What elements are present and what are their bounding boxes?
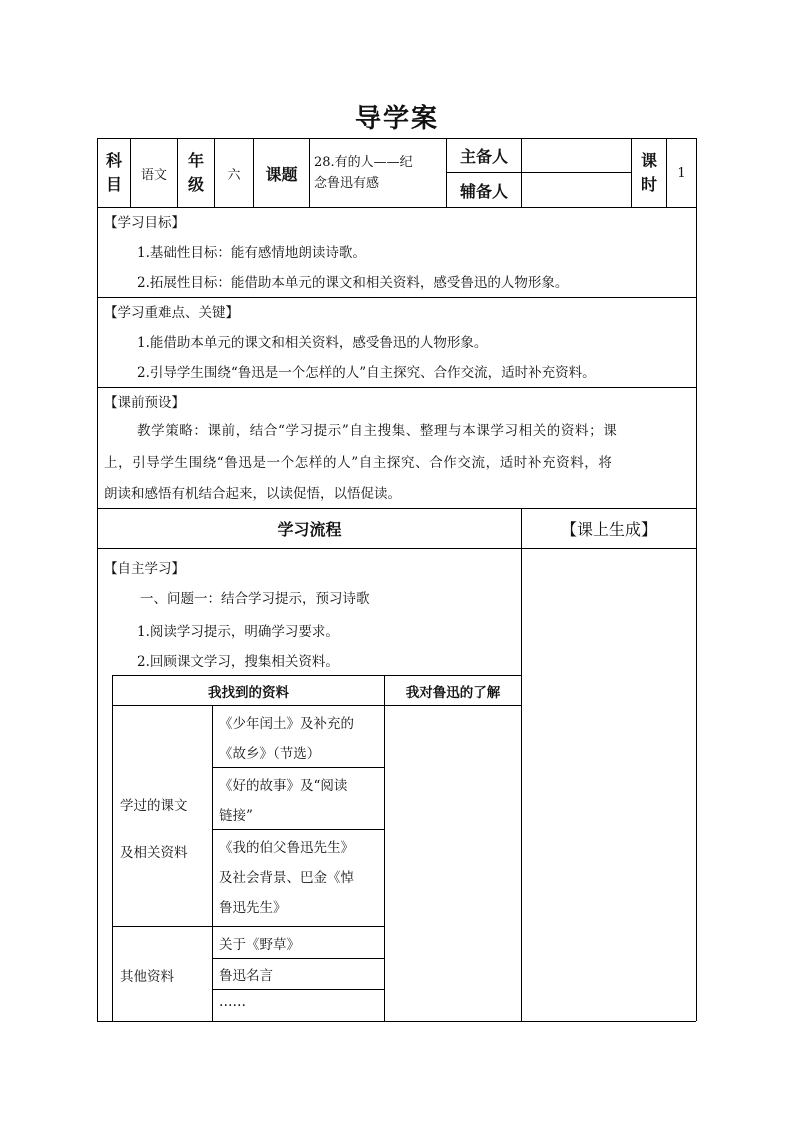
table-line (112, 675, 113, 1021)
frame-left (97, 138, 98, 1021)
subject-value-text: 语文 (140, 167, 167, 183)
topic-label-text: 课题 (265, 164, 298, 184)
topic-line: 念鲁迅有感 (314, 176, 380, 191)
resource-item (219, 709, 354, 769)
subject-label (98, 139, 130, 207)
self-study-step: 2.回顾课文学习，搜集相关资料。 (137, 654, 339, 670)
table-line (384, 675, 385, 1021)
frame-right (696, 138, 697, 1021)
frame-bottom (97, 1021, 696, 1022)
goal-item: 1.基础性目标：能有感情地朗读诗歌。 (137, 245, 366, 261)
topic-label (254, 139, 309, 207)
col-header-text: 我找到的资料 (208, 684, 289, 701)
resource-line: 《故乡》（节选） (219, 746, 321, 762)
assist-preparer-text: 辅备人 (459, 181, 508, 201)
keypoint-item: 1.能借助本单元的课文和相关资料，感受鲁迅的人物形象。 (137, 335, 488, 351)
group-label-line: 学过的课文 (120, 798, 188, 814)
resource-item (219, 771, 347, 831)
topic-value (314, 152, 446, 194)
period-label-char: 课 (640, 151, 657, 170)
self-study-question: 一、问题一：结合学习提示，预习诗歌 (140, 591, 370, 607)
col-header-text: 我对鲁迅的了解 (405, 684, 501, 701)
group-label-line: 其他资料 (120, 969, 174, 985)
period-label (632, 139, 666, 207)
resource-line: 《我的伯父鲁迅先生》 (219, 840, 354, 856)
period-label-char: 时 (640, 175, 657, 194)
self-study-step: 1.阅读学习提示，明确学习要求。 (137, 624, 339, 640)
table-line (112, 926, 384, 927)
header-row-bottom (97, 207, 696, 208)
subject-value (131, 139, 177, 207)
resource-line: 及社会背景、巴金《悼 (219, 870, 354, 886)
other-resource-item: …… (219, 994, 246, 1010)
preview-heading: 【课前预设】 (104, 395, 185, 411)
assist-preparer-label (447, 173, 521, 207)
col-header-resources (113, 676, 384, 705)
grade-label-char: 年 (187, 151, 204, 170)
process-heading-text: 学习流程 (277, 520, 342, 539)
subject-label-char: 科 (105, 151, 122, 170)
subject-label-char: 目 (105, 175, 122, 194)
group-label-other (120, 965, 174, 985)
resource-line: 《少年闰土》及补充的 (219, 716, 354, 732)
assist-preparer-value (522, 173, 631, 207)
period-value (667, 139, 696, 207)
group-label-learned (120, 783, 188, 877)
process-header-bottom (97, 548, 696, 549)
group-label-line: 及相关资料 (120, 845, 188, 861)
process-heading (98, 509, 521, 548)
other-resource-item: 关于《野草》 (219, 937, 300, 953)
keypoint-item: 2.引导学生围绕“鲁迅是一个怎样的人”自主探究、合作交流，适时补充资料。 (137, 365, 596, 381)
preview-line: 上，引导学生围绕“鲁迅是一个怎样的人”自主探究、合作交流，适时补充资料，将 (104, 455, 613, 471)
table-line (212, 989, 384, 990)
resource-item (219, 833, 354, 923)
preview-line: 朗读和感悟有机结合起来，以读促悟，以悟促读。 (104, 486, 401, 502)
keypoints-heading: 【学习重难点、关键】 (104, 305, 239, 321)
table-line (212, 958, 384, 959)
document-title: 导学案 (354, 104, 439, 134)
header-divider (309, 138, 310, 207)
main-preparer-value (522, 139, 631, 172)
resource-line: 《好的故事》及“阅读 (219, 778, 348, 794)
period-value-text: 1 (677, 165, 686, 181)
goal-item: 2.拓展性目标：能借助本单元的课文和相关资料，感受鲁迅的人物形象。 (137, 275, 569, 291)
col-header-understanding (385, 676, 521, 705)
preview-line: 教学策略：课前，结合“学习提示”自主搜集、整理与本课学习相关的资料；课 (137, 423, 618, 439)
main-preparer-text: 主备人 (459, 147, 508, 166)
keypoints-bottom (97, 387, 696, 388)
other-resource-item: 鲁迅名言 (219, 968, 273, 984)
main-preparer-label (447, 139, 521, 172)
goals-heading: 【学习目标】 (104, 215, 185, 231)
self-study-heading: 【自主学习】 (104, 561, 185, 577)
in-class-heading (522, 509, 696, 548)
grade-value (215, 139, 253, 207)
table-line (112, 705, 521, 706)
table-line (212, 705, 213, 1021)
grade-label (178, 139, 214, 207)
process-divider (521, 508, 522, 1021)
in-class-heading-text: 【课上生成】 (560, 520, 657, 539)
grade-value-text: 六 (227, 167, 241, 183)
goals-bottom (97, 297, 696, 298)
resource-line: 链接” (219, 808, 253, 824)
resource-line: 鲁迅先生》 (219, 900, 287, 916)
topic-line: 28.有的人——纪 (314, 155, 413, 170)
grade-label-char: 级 (187, 175, 204, 194)
